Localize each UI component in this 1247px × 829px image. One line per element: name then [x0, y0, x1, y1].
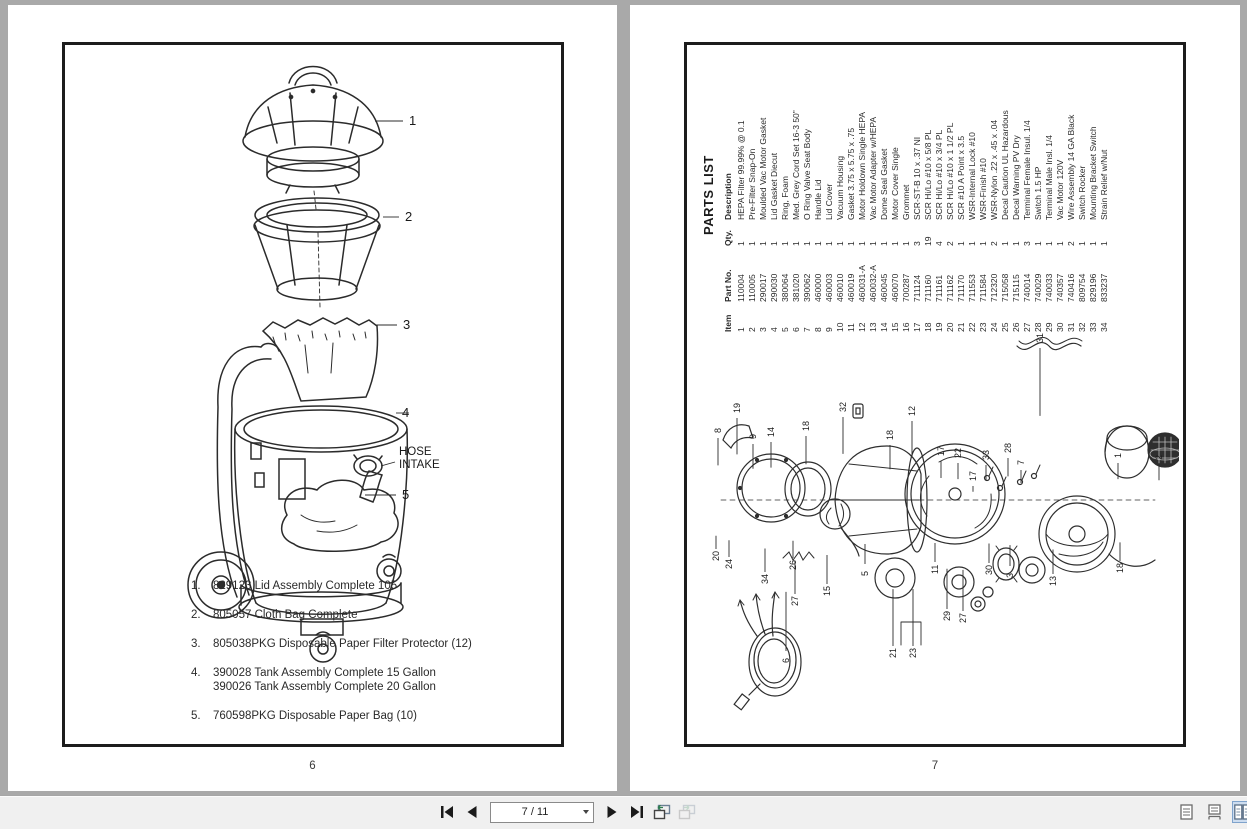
- callout-label: 34: [760, 574, 770, 584]
- callout-label: 5: [860, 571, 870, 576]
- view-mode-facing-pages-button[interactable]: [1232, 801, 1247, 823]
- list-item: 5. 760598PKG Disposable Paper Bag (10): [191, 709, 543, 723]
- table-row: 25 715058 1 Decal Caution UL Hazardous: [1000, 48, 1011, 332]
- callout-label: 23: [908, 648, 918, 658]
- callout-label: 14: [766, 427, 776, 437]
- first-page-button[interactable]: [436, 801, 458, 823]
- callout-label: 11: [930, 565, 940, 574]
- callout-label: 9: [748, 434, 758, 439]
- next-view-button[interactable]: [676, 801, 698, 823]
- table-row: 22 711553 1 WSR-Internal Lock #10: [967, 48, 978, 332]
- table-row: 2 110005 1 Pre-Filter Snap-On: [747, 48, 758, 332]
- callout-label: 17: [968, 471, 978, 481]
- table-row: 33 829196 1 Mounting Bracket Switch: [1088, 48, 1099, 332]
- table-row: 34 833237 1 Strain Relief w/Nut: [1099, 48, 1110, 332]
- page-7-number: 7: [630, 760, 1240, 772]
- table-row: 11 460019 1 Gasket 3.75 x 5.75 x .75: [846, 48, 857, 332]
- continuous-icon: [1208, 804, 1221, 820]
- page6-callouts: [365, 113, 440, 502]
- list-item: 1. 829123 Lid Assembly Complete 105: [191, 579, 543, 593]
- callout-label: INTAKE: [399, 459, 440, 471]
- table-row: 21 711170 1 SCR #10 A Point x 3.5: [956, 48, 967, 332]
- page-6: [8, 5, 617, 791]
- callout-label: 31: [1035, 333, 1045, 343]
- callout-label: 6: [781, 658, 791, 663]
- table-row: 24 712320 2 WSR-Nylon .22 x .45 x .04: [989, 48, 1000, 332]
- table-row: 26 715115 1 Decal Warning PV Dry: [1011, 48, 1022, 332]
- view-mode-continuous-button[interactable]: [1204, 801, 1224, 823]
- table-row: 7 390062 1 O Ring Valve Seat Body: [802, 48, 813, 332]
- table-row: 17 711124 3 SCR-ST-B 10 x .37 NI: [912, 48, 923, 332]
- callout-label: 18: [1115, 563, 1125, 573]
- callout-label: 29: [942, 611, 952, 621]
- page6-parts-list: [191, 579, 543, 738]
- column-header: Qty.: [723, 220, 736, 246]
- table-row: 4 290030 1 Lid Gasket Diecut: [769, 48, 780, 332]
- callout-label: 5: [402, 487, 409, 502]
- callout-label: 8: [713, 428, 723, 433]
- callout-label: 26: [788, 560, 798, 570]
- column-header: Description: [723, 48, 736, 220]
- callout-label: 12: [907, 406, 917, 416]
- callout-label: 2: [405, 209, 412, 224]
- page-6-number: 6: [8, 760, 617, 772]
- table-row: 12 460031-A 1 Motor Holdown Single HEPA: [857, 48, 868, 332]
- callout-label: 15: [822, 586, 832, 596]
- prev-page-button[interactable]: [461, 801, 483, 823]
- table-row: 20 711162 2 SCR Hi/Lo #10 x 1 1/2 PL: [945, 48, 956, 332]
- callout-label: 7: [1016, 460, 1026, 465]
- callout-label: 3: [1005, 573, 1015, 578]
- table-row: 29 740033 1 Terminal Male Insl. 1/4: [1044, 48, 1055, 332]
- callout-label: 27: [958, 613, 968, 623]
- page-6-content-box: [62, 42, 564, 747]
- last-page-icon: [630, 806, 644, 818]
- callout-label: HOSE: [399, 446, 432, 458]
- motor-exploded-diagram: [687, 45, 1179, 740]
- callout-label: 3: [403, 317, 410, 332]
- page-indicator-input[interactable]: [491, 804, 579, 821]
- callout-label: 28: [1003, 443, 1013, 453]
- list-item: 2. 805057 Cloth Bag Complete: [191, 608, 543, 622]
- table-row: 15 460070 1 Motor Cover Single: [890, 48, 901, 332]
- table-row: 6 381020 1 Med. Grey Cord Set 16-3 50": [791, 48, 802, 332]
- callout-label: 27: [790, 596, 800, 606]
- parts-list-title: PARTS LIST: [701, 155, 716, 235]
- first-page-icon: [440, 806, 454, 818]
- page-7: [630, 5, 1240, 791]
- callout-label: 19: [732, 403, 742, 413]
- page-navigation: [436, 801, 698, 823]
- single-page-icon: [1180, 804, 1193, 820]
- callout-label: 4: [402, 405, 409, 420]
- last-page-button[interactable]: [626, 801, 648, 823]
- table-row: 1 110004 1 HEPA Filter 99.99% @ 0.1: [736, 48, 747, 332]
- facing-pages-icon: [1234, 804, 1247, 820]
- list-item: 3. 805038PKG Disposable Paper Filter Protector (12): [191, 637, 543, 651]
- next-page-icon: [607, 806, 617, 818]
- viewer-toolbar: [0, 795, 1247, 829]
- combobox-dropdown-icon[interactable]: [583, 810, 589, 814]
- column-header: Item: [723, 302, 736, 332]
- next-page-button[interactable]: [601, 801, 623, 823]
- previous-view-button[interactable]: [651, 801, 673, 823]
- table-row: 3 290017 1 Moulded Vac Motor Gasket: [758, 48, 769, 332]
- callout-label: 33: [981, 450, 991, 460]
- table-row: 9 460003 1 Lid Cover: [824, 48, 835, 332]
- callout-label: 1: [1113, 453, 1123, 458]
- callout-label: 24: [724, 559, 734, 569]
- table-row: 10 460010 1 Vacuum Housing: [835, 48, 846, 332]
- callout-label: 13: [1048, 576, 1058, 586]
- table-row: 14 460045 1 Dome Seal Gasket: [879, 48, 890, 332]
- callout-label: 22: [953, 448, 963, 458]
- table-row: 32 809754 1 Switch Rocker: [1077, 48, 1088, 332]
- page-layout-controls: [1176, 801, 1247, 823]
- table-row: 27 740014 3 Terminal Female Insul. 1/4: [1022, 48, 1033, 332]
- callout-label: 21: [888, 648, 898, 658]
- previous-view-icon: [653, 804, 671, 820]
- table-row: 18 711160 19 SCR Hi/Lo #10 x 5/8 PL: [923, 48, 934, 332]
- table-row: 16 700287 1 Grommet: [901, 48, 912, 332]
- table-row: 31 740416 2 Wire Assembly 14 GA Black: [1066, 48, 1077, 332]
- table-row: 30 740357 1 Vac Motor 120V: [1055, 48, 1066, 332]
- table-row: 28 740029 1 Switch 1.5 HP: [1033, 48, 1044, 332]
- page-7-content-box: [684, 42, 1186, 747]
- page-indicator-combobox[interactable]: [490, 802, 594, 823]
- callout-label: 18: [885, 430, 895, 440]
- page7-callouts: [711, 333, 1164, 663]
- callout-label: 30: [984, 565, 994, 575]
- table-row: 23 711584 1 WSR-Finish #10: [978, 48, 989, 332]
- view-mode-single-page-button[interactable]: [1176, 801, 1196, 823]
- page-7-rotated-content: [687, 45, 1179, 740]
- column-header: Part No.: [723, 246, 736, 302]
- callout-label: 18: [801, 421, 811, 431]
- list-item: 4. 390028 Tank Assembly Complete 15 Gallon 390026 Tank Assembly Complete 20 Gallon: [191, 666, 543, 694]
- callout-label: 17: [936, 446, 946, 456]
- table-row: 8 460000 1 Handle Lid: [813, 48, 824, 332]
- table-row: 5 380064 1 Ring, Foam: [780, 48, 791, 332]
- prev-page-icon: [467, 806, 477, 818]
- next-view-icon: [678, 804, 696, 820]
- callout-label: 20: [711, 551, 721, 561]
- table-row: 13 460032-A 1 Vac Motor Adapter w/HEPA: [868, 48, 879, 332]
- callout-label: 2: [1154, 455, 1164, 460]
- table-row: 19 711161 4 SCR Hi/Lo #10 x 3/4 PL: [934, 48, 945, 332]
- callout-label: 32: [838, 402, 848, 412]
- callout-label: 1: [409, 113, 416, 128]
